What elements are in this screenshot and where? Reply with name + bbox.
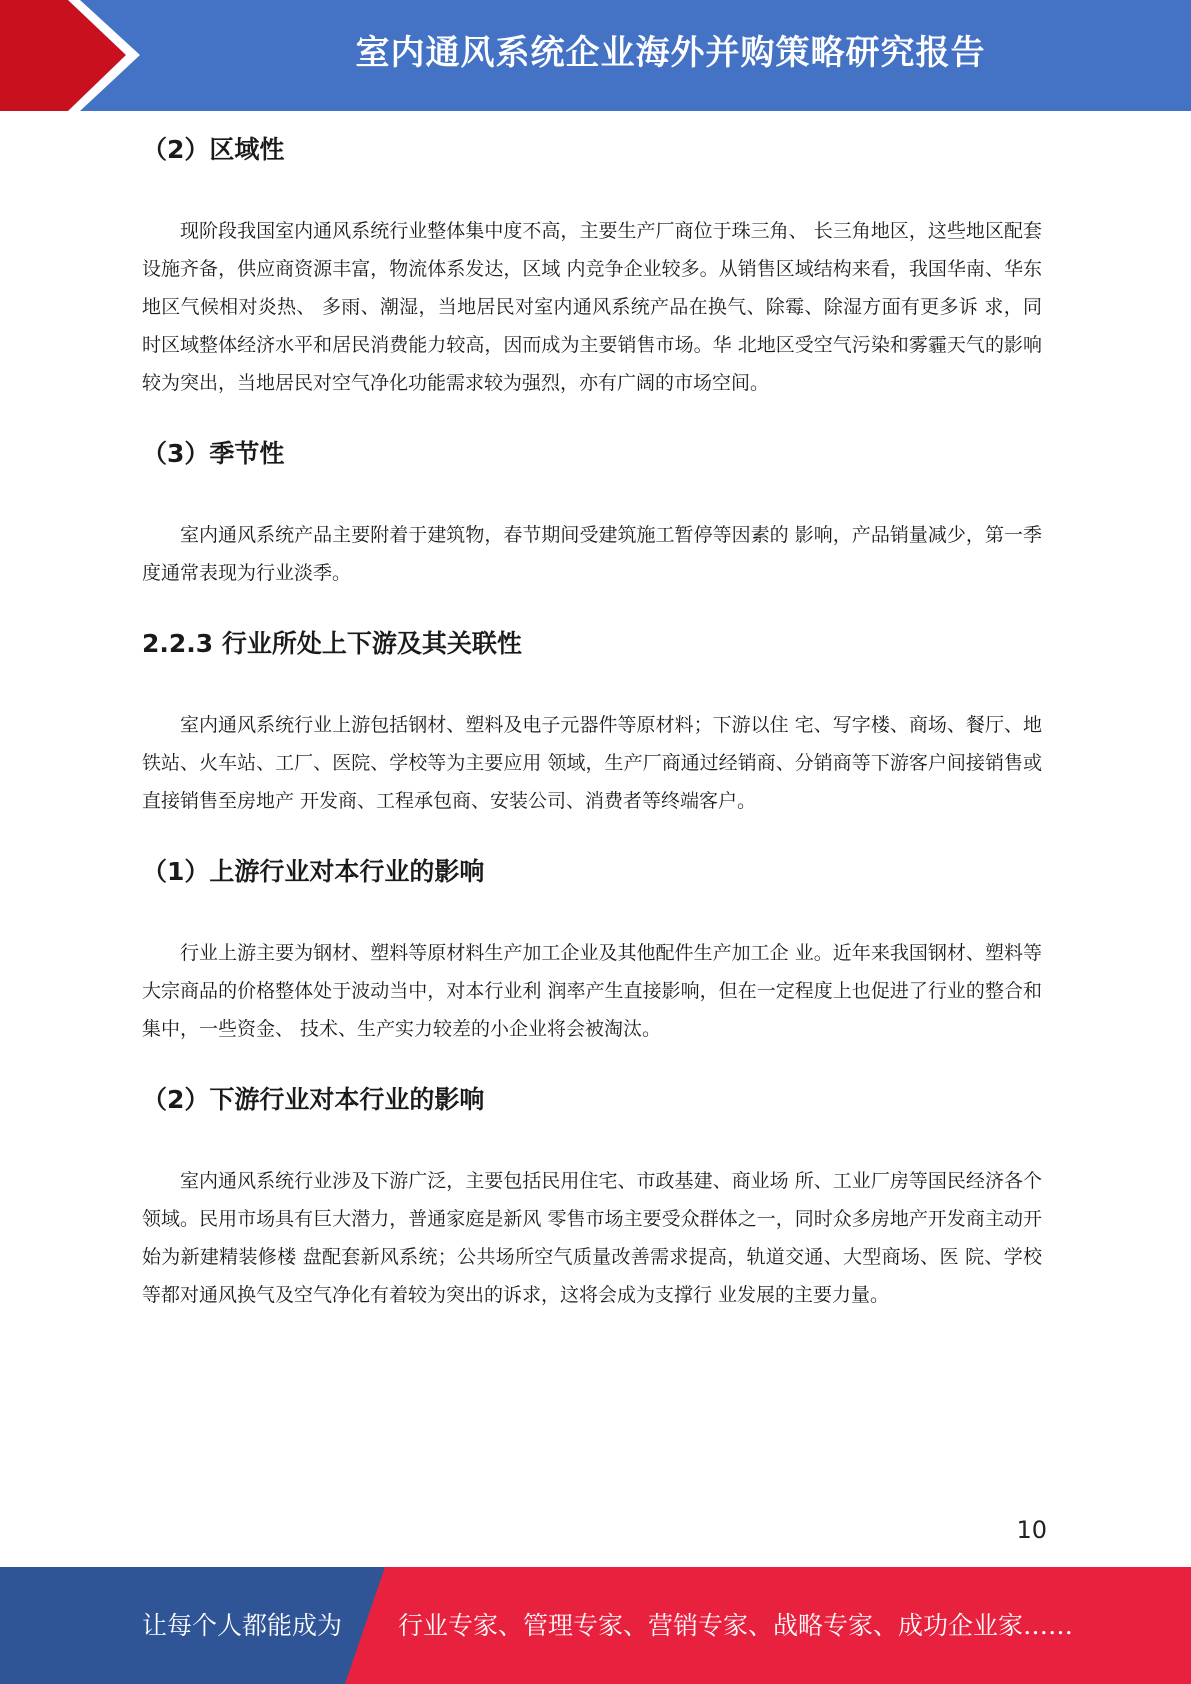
paragraph-downstream-impact: 室内通风系统行业涉及下游广泛，主要包括民用住宅、市政基建、商业场 所、工业厂房等国民经济各个领域。民用市场具有巨大潜力，普通家庭是新风 零售市场主要受众群体之一，同时众多房地产开发商主动开始为新建精装修楼 盘配套新风系统；公共场所空气质量改善需求提高，轨道交通、大型商场、医 院、学校等都对通风换气及空气净化有着较为突出的诉求，这将会成为支撑行 业发展的主要力量。 [142, 1170, 1042, 1306]
section-heading-upstream-downstream: 2.2.3 行业所处上下游及其关联性 [142, 629, 522, 658]
paragraph-upstream-downstream: 室内通风系统行业上游包括钢材、塑料及电子元器件等原材料；下游以住 宅、写字楼、商场、餐厅、地铁站、火车站、工厂、医院、学校等为主要应用 领域，生产厂商通过经销商、分销商等下游客户间接销售或直接销售至房地产 开发商、工程承包商、安装公司、消费者等终端客户。 [142, 714, 1042, 812]
page-footer [0, 1567, 1191, 1684]
paragraph-upstream-impact: 行业上游主要为钢材、塑料等原材料生产加工企业及其他配件生产加工企 业。近年来我国钢材、塑料等大宗商品的价格整体处于波动当中，对本行业利 润率产生直接影响，但在一定程度上也促进了行业的整合和集中，一些资金、 技术、生产实力较差的小企业将会被淘汰。 [142, 942, 1042, 1040]
footer-slogan-left: 让每个人都能成为 [142, 1611, 343, 1640]
section-heading-downstream-impact: （2）下游行业对本行业的影响 [142, 1085, 485, 1114]
footer-slogan-right: 行业专家、管理专家、营销专家、战略专家、成功企业家…… [398, 1611, 1074, 1640]
section-heading-seasonal: （3）季节性 [142, 439, 285, 468]
page-number: 10 [1016, 1516, 1047, 1544]
document-body [142, 120, 1042, 1314]
header-arrow-decoration [0, 0, 160, 111]
page-header [0, 0, 1191, 111]
section-heading-upstream-impact: （1）上游行业对本行业的影响 [142, 857, 485, 886]
report-title: 室内通风系统企业海外并购策略研究报告 [355, 33, 986, 73]
section-heading-regional: （2）区域性 [142, 135, 285, 164]
paragraph-seasonal: 室内通风系统产品主要附着于建筑物，春节期间受建筑施工暂停等因素的 影响，产品销量减少，第一季度通常表现为行业淡季。 [142, 524, 1042, 584]
paragraph-regional: 现阶段我国室内通风系统行业整体集中度不高，主要生产厂商位于珠三角、 长三角地区，这些地区配套设施齐备，供应商资源丰富，物流体系发达，区域 内竞争企业较多。从销售区域结构来看，我国华南、华东地区气候相对炎热、 多雨、潮湿，当地居民对室内通风系统产品在换气、除霉、除湿方面有更多诉 求，同时区域整体经济水平和居民消费能力较高，因而成为主要销售市场。华 北地区受空气污染和雾霾天气的影响较为突出，当地居民对空气净化功能需求较为强烈，亦有广阔的市场空间。 [142, 220, 1042, 394]
